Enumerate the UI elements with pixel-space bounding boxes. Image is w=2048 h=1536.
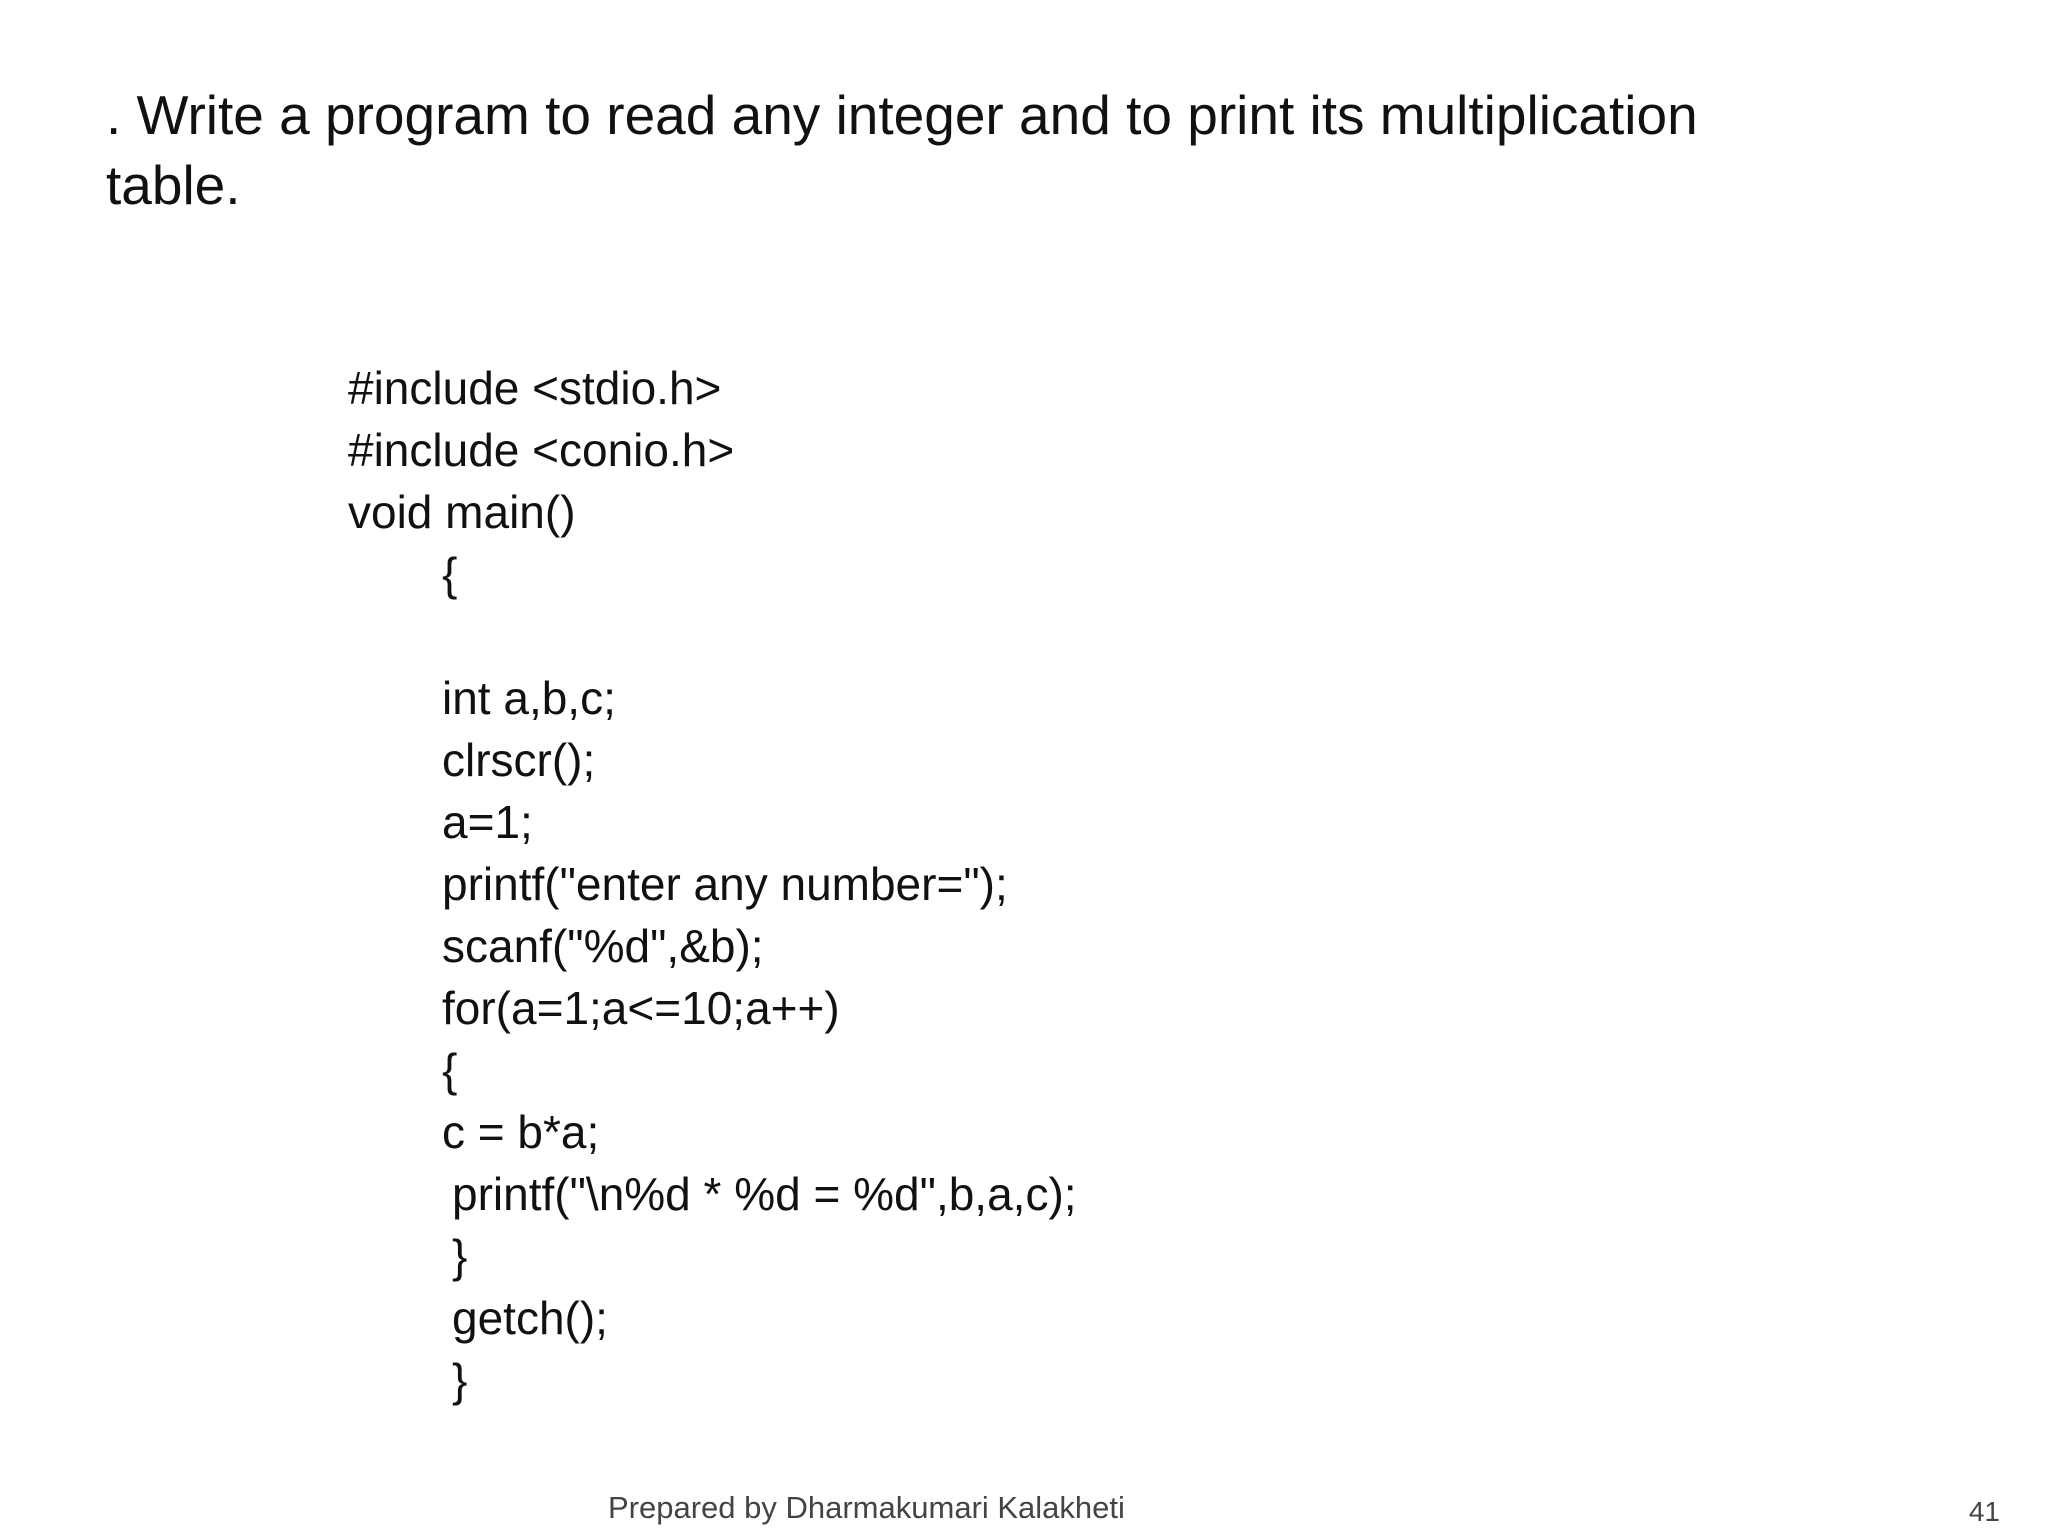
code-line-assign-a: a=1; <box>442 796 533 848</box>
code-line-printf-result: printf("\n%d * %d = %d",b,a,c); <box>452 1168 1077 1220</box>
slide-footer: Prepared by Dharmakumari Kalakheti <box>608 1490 1125 1525</box>
slide-title <box>106 80 1746 220</box>
code-line-printf-prompt: printf("enter any number="); <box>442 858 1008 910</box>
title-line-1: . Write a program to read any integer and to print its multiplication <box>106 84 1698 146</box>
code-block <box>348 357 1077 1411</box>
code-line-for-loop: for(a=1;a<=10;a++) <box>442 982 840 1034</box>
page-number: 41 <box>1968 1496 2000 1527</box>
code-line-include-conio: #include <conio.h> <box>348 424 735 476</box>
code-line-loop-close-brace: } <box>452 1230 468 1282</box>
code-line-scanf: scanf("%d",&b); <box>442 920 764 972</box>
code-line-clrscr: clrscr(); <box>442 734 596 786</box>
code-line-multiply: c = b*a; <box>442 1106 600 1158</box>
code-line-loop-open-brace: { <box>442 1044 458 1096</box>
code-line-close-brace: } <box>452 1354 468 1406</box>
title-line-2: table. <box>106 154 241 216</box>
code-line-void-main: void main() <box>348 486 576 538</box>
code-line-getch: getch(); <box>452 1292 608 1344</box>
code-line-include-stdio: #include <stdio.h> <box>348 362 722 414</box>
code-line-open-brace: { <box>442 548 458 600</box>
code-line-blank <box>348 605 1077 667</box>
code-line-declare: int a,b,c; <box>442 672 616 724</box>
